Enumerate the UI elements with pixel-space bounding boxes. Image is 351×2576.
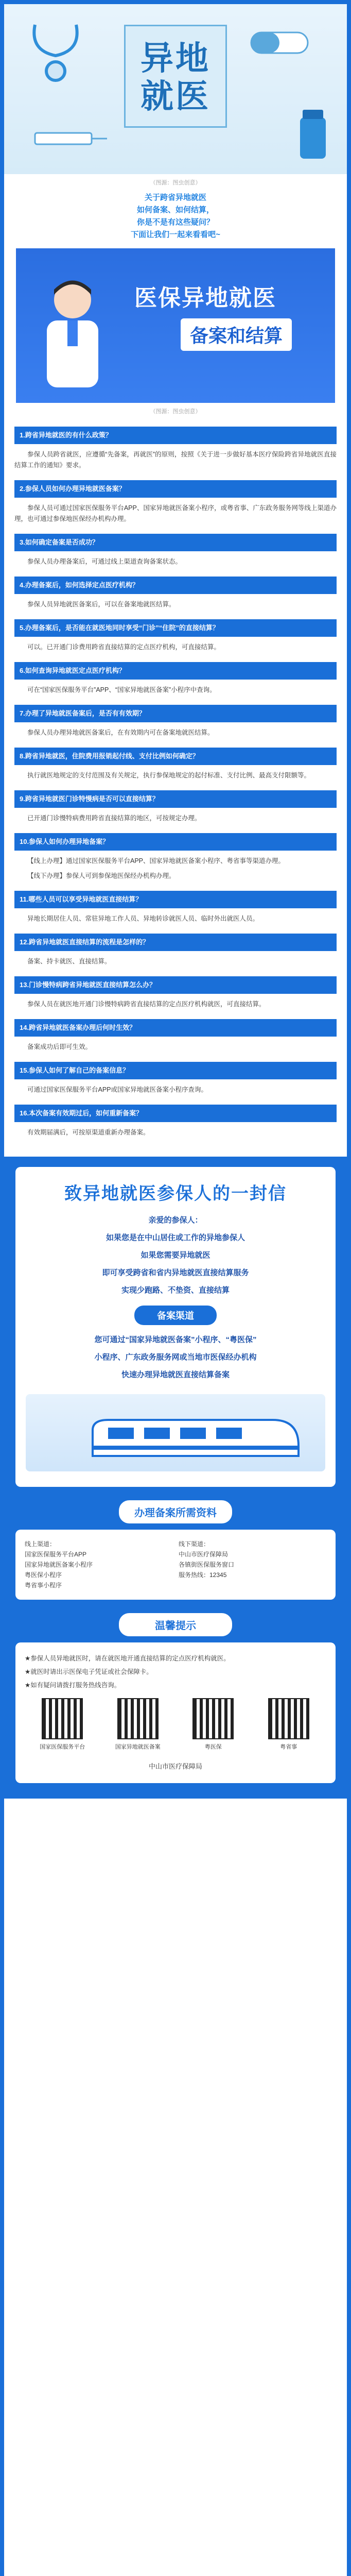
qa-answer: 可以。已开通门诊费用跨省直接结算的定点医疗机构，可直接结算。: [27, 643, 221, 651]
tip-item: ★参保人员异地就医时，请在就医地开通直接结算的定点医疗机构就医。: [25, 1655, 230, 1662]
qr-code[interactable]: [39, 1698, 85, 1751]
letter-line: 如果您需要异地就医: [141, 1251, 210, 1260]
method-label: 备案渠道: [134, 1306, 217, 1325]
qa-question: 16.本次备案有效期过后，如何重新备案？: [14, 1105, 337, 1122]
pill-icon: [246, 20, 323, 66]
qr-row: [25, 1698, 326, 1751]
tip-item: ★如有疑问请拨打服务热线咨询。: [25, 1682, 121, 1689]
article-frame: [4, 4, 347, 2576]
hero-title-line1: 异地: [141, 40, 210, 78]
qa-question: 1.跨省异地就医的有什么政策？: [14, 427, 337, 444]
contact-col-offline: [179, 1539, 326, 1590]
qr-code-icon: [268, 1698, 309, 1739]
qr-label: 国家异地就医备案: [115, 1744, 161, 1750]
contact-line: 服务热线：12345: [179, 1571, 227, 1579]
qr-code-icon: [192, 1698, 234, 1739]
qa-question: 6.如何查询异地就医定点医疗机构？: [14, 662, 337, 680]
banner-subtitle: 备案和结算: [181, 318, 292, 351]
qr-label: 粤省事: [280, 1744, 297, 1750]
train-icon: [87, 1410, 304, 1466]
hero-title-line2: 就医: [141, 78, 210, 116]
qr-code[interactable]: [266, 1698, 312, 1751]
method-line: 快速办理异地就医直接结算备案: [121, 1370, 230, 1379]
intro-line: 你是不是有这些疑问？: [136, 218, 214, 227]
qa-question: 9.跨省异地就医门诊特慢病是否可以直接结算？: [14, 790, 337, 808]
banner-title: 医保异地就医: [134, 285, 276, 311]
qa-answer: 参保人员在就医地开通门诊慢特病跨省直接结算的定点医疗机构就医，可直接结算。: [27, 1001, 266, 1008]
letter-card: [15, 1167, 336, 1487]
tips-card: [15, 1642, 336, 1783]
image-caption: （图源：图虫创意）: [150, 409, 201, 415]
image-caption: （图源：图虫创意）: [150, 180, 201, 186]
qa-question: 2.参保人员如何办理异地就医备案？: [14, 480, 337, 498]
tips-head: 温馨提示: [119, 1613, 232, 1636]
section-banner: [16, 248, 335, 403]
letter-line: 如果您是在中山居住或工作的异地参保人: [106, 1233, 245, 1242]
footer-org: 中山市医疗保障局: [148, 1762, 202, 1770]
medicine-bottle-icon: [292, 107, 334, 164]
qa-question: 10.参保人如何办理异地备案？: [14, 833, 337, 851]
letter-line: 亲爱的参保人：: [148, 1216, 203, 1225]
qa-answer: 有效期届满后，可按原渠道重新办理备案。: [27, 1129, 150, 1136]
contact-line: 国家医保服务平台APP: [25, 1551, 87, 1558]
syringe-icon: [25, 117, 112, 159]
letter-section: [4, 1157, 347, 1799]
intro-line: 下面让我们一起来看看吧~: [131, 230, 220, 239]
contact-line: 线上渠道：: [25, 1540, 56, 1548]
qa-answer: 【线上办理】通过国家医保服务平台APP、国家异地就医备案小程序、粤省事等渠道办理。: [27, 857, 285, 865]
contact-head: 办理备案所需资料: [119, 1500, 232, 1523]
qa-question: 3.如何确定备案是否成功？: [14, 534, 337, 551]
contact-line: 粤医保小程序: [25, 1571, 62, 1579]
qr-code[interactable]: [115, 1698, 161, 1751]
contact-line: 粤省事小程序: [25, 1582, 62, 1589]
qa-answer: 参保人员异地就医备案后，可以在备案地就医结算。: [27, 601, 176, 608]
qr-label: 国家医保服务平台: [40, 1744, 85, 1750]
contact-line: 国家异地就医备案小程序: [25, 1561, 93, 1568]
contact-col-online: [25, 1539, 172, 1590]
qa-question: 13.门诊慢特病跨省异地就医直接结算怎么办？: [14, 976, 337, 994]
qa-question: 5.办理备案后，是否能在就医地同时享受“门诊”“住院”的直接结算？: [14, 619, 337, 637]
qr-code[interactable]: [190, 1698, 236, 1751]
method-line: 您可通过“国家异地就医备案”小程序、“粤医保”: [94, 1335, 257, 1344]
qa-answer: 备案、持卡就医、直接结算。: [27, 958, 111, 965]
qa-answer: 可通过国家医保服务平台APP或国家异地就医备案小程序查询。: [27, 1086, 208, 1093]
contact-line: 各镇街医保服务窗口: [179, 1561, 235, 1568]
qa-answer: 已开通门诊慢特病费用跨省直接结算的地区，可按规定办理。: [27, 815, 201, 822]
letter-line: 即可享受跨省和省内异地就医直接结算服务: [102, 1268, 249, 1277]
qa-question: 15.参保人如何了解自己的备案信息？: [14, 1062, 337, 1079]
qa-answer: 备案成功后即可生效。: [27, 1043, 92, 1050]
qa-answer: 可在“国家医保服务平台”APP、“国家异地就医备案”小程序中查询。: [27, 686, 216, 693]
train-illustration: [26, 1394, 325, 1471]
intro-text: [4, 189, 347, 248]
qa-answer: 【线下办理】参保人可到参保地医保经办机构办理。: [27, 872, 176, 879]
qa-question: 12.跨省异地就医直接结算的流程是怎样的？: [14, 934, 337, 951]
qa-answer: 参保人员可通过国家医保服务平台APP、国家异地就医备案小程序，或粤省事、广东政务服务网等线上渠道办理，也可通过参保地医保经办机构办理。: [14, 504, 337, 522]
qa-answer: 参保人员办理异地就医备案后，在有效期内可在备案地就医结算。: [27, 729, 214, 736]
qa-question: 11.哪些人员可以享受异地就医直接结算？: [14, 891, 337, 908]
doctor-illustration-icon: [26, 269, 119, 393]
contact-card: [15, 1530, 336, 1600]
qa-question: 8.跨省异地就医，住院费用报销起付线、支付比例如何确定？: [14, 748, 337, 765]
qa-answer: 执行就医地规定的支付范围及有关规定，执行参保地规定的起付标准、支付比例、最高支付限额等。: [27, 772, 311, 779]
method-line: 小程序、广东政务服务网或当地市医保经办机构: [94, 1353, 257, 1362]
qa-answer: 参保人员跨省就医，应遵循“先备案，再就医”的原则，按照《关于进一步做好基本医疗保险跨省异地就医直接结算工作的通知》要求。: [14, 451, 337, 469]
hero-title-box: [124, 25, 227, 128]
hero-banner: [4, 4, 347, 174]
hero-title: [126, 40, 225, 116]
contact-line: 线下渠道：: [179, 1540, 210, 1548]
contact-line: 中山市医疗保障局: [179, 1551, 229, 1558]
letter-title: 致异地就医参保人的一封信: [64, 1184, 287, 1204]
qr-code-icon: [42, 1698, 83, 1739]
qa-question: 14.跨省异地就医备案办理后何时生效？: [14, 1019, 337, 1037]
stethoscope-icon: [25, 20, 102, 87]
qa-list: [4, 427, 347, 1138]
qa-question: 7.办理了异地就医备案后，是否有有效期？: [14, 705, 337, 722]
tip-item: ★就医时请出示医保电子凭证或社会保障卡。: [25, 1668, 153, 1675]
qa-question: 4.办理备案后，如何选择定点医疗机构？: [14, 577, 337, 594]
intro-line: 关于跨省异地就医: [144, 193, 206, 202]
qr-code-icon: [117, 1698, 159, 1739]
intro-line: 如何备案、如何结算，: [136, 206, 214, 214]
qr-label: 粤医保: [204, 1744, 222, 1750]
qa-answer: 异地长期居住人员、常驻异地工作人员、异地转诊就医人员、临时外出就医人员。: [27, 915, 259, 922]
letter-line: 实现少跑路、不垫资、直接结算: [121, 1286, 230, 1295]
contact-row: [25, 1539, 326, 1590]
qa-answer: 参保人员办理备案后，可通过线上渠道查询备案状态。: [27, 558, 182, 565]
